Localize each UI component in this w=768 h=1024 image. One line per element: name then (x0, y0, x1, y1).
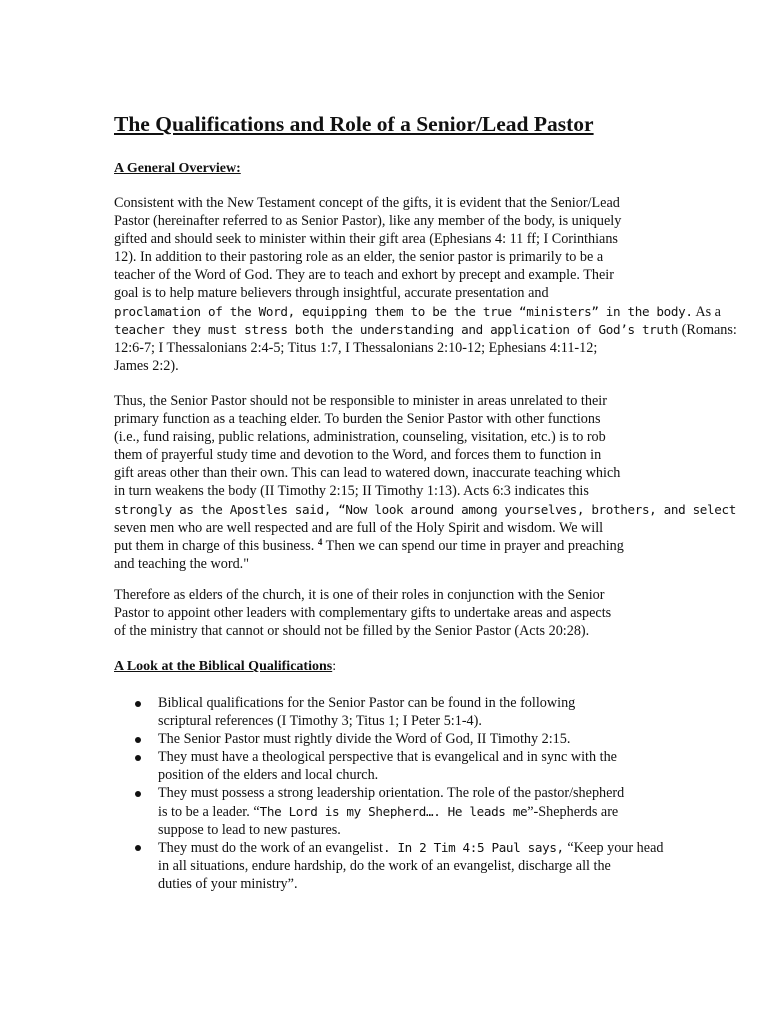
general-overview-heading-text: A General Overview: (114, 161, 241, 176)
text-line: 12:6-7; I Thessalonians 2:4-5; Titus 1:7, I Thessalonians 2:10-12; Ephesians 4:11-12; (114, 339, 598, 356)
list-item (114, 748, 674, 784)
text-line: Therefore as elders of the church, it is one of their roles in conjunction with the Senior (114, 587, 605, 603)
text-line: Pastor (hereinafter referred to as Senior Pastor), like any member of the body, is uniquely (114, 213, 622, 230)
text-line: Consistent with the New Testament concept of the gifts, it is evident that the Senior/Lead (114, 195, 620, 211)
text-line: primary function as a teaching elder. To burden the Senior Pastor with other functions (114, 411, 601, 428)
text-line (114, 303, 721, 321)
text-line (114, 321, 737, 339)
text-segment: They must do the work of an evangelist (158, 839, 383, 856)
mono-text: proclamation of the Word, equipping them to be the true “ministers” in the body. (114, 303, 693, 319)
bullet-icon (135, 791, 141, 797)
list-item (114, 730, 674, 748)
text-line: position of the elders and local church. (158, 767, 379, 784)
bullet-icon (135, 845, 141, 851)
text-segment: (Romans: (678, 321, 737, 338)
text-line: seven men who are well respected and are full of the Holy Spirit and wisdom. We will (114, 519, 604, 536)
text-line (158, 839, 674, 857)
biblical-qualifications-heading (114, 658, 514, 676)
text-line (158, 803, 674, 821)
text-line: They must have a theological perspective that is evangelical and in sync with the (158, 749, 617, 766)
biblical-qualifications-heading-text: A Look at the Biblical Qualifications (114, 659, 333, 674)
text-line: They must possess a strong leadership orientation. The role of the pastor/shepherd (158, 785, 625, 802)
bullet-icon (135, 701, 141, 707)
text-segment: “Keep your head (563, 839, 664, 856)
text-segment: Then we can spend our time in prayer and preaching (322, 537, 624, 554)
text-segment: ”-Shepherds are (527, 803, 619, 820)
text-line: and teaching the word." (114, 555, 250, 572)
text-line (114, 501, 736, 519)
text-line: of the ministry that cannot or should not be filled by the Senior Pastor (Acts 20:28). (114, 623, 590, 640)
overview-paragraph-2 (114, 392, 736, 573)
text-line: suppose to lead to new pastures. (158, 821, 341, 838)
text-line: The Senior Pastor must rightly divide the Word of God, II Timothy 2:15. (158, 731, 571, 748)
text-line: scriptural references (I Timothy 3; Titus 1; I Peter 5:1-4). (158, 713, 482, 730)
text-line: Pastor to appoint other leaders with complementary gifts to undertake areas and aspects (114, 605, 612, 622)
text-line: teacher of the Word of God. They are to teach and exhort by precept and example. Their (114, 267, 614, 284)
bullet-icon (135, 755, 141, 761)
text-segment: put them in charge of this business. (114, 537, 315, 554)
mono-text: . In 2 Tim 4:5 Paul says, (382, 839, 564, 855)
overview-paragraph-3 (114, 586, 660, 640)
list-item (114, 784, 674, 838)
text-line: gifted and should seek to minister within their gift area (Ephesians 4: 11 ff; I Corinthians (114, 231, 618, 248)
mono-text: strongly as the Apostles said, “Now look around among yourselves, brothers, and select (114, 501, 736, 517)
text-line: them of prayerful study time and devotion to the Word, and forces them to function in (114, 447, 602, 464)
text-line: (i.e., fund raising, public relations, administration, counseling, visitation, etc.) is to rob (114, 429, 606, 446)
list-item (114, 839, 674, 893)
general-overview-heading (114, 160, 514, 178)
list-item (114, 694, 674, 730)
qualifications-list (114, 694, 674, 893)
text-line: James 2:2). (114, 357, 179, 374)
document-title: The Qualifications and Role of a Senior/Lead Pastor (114, 112, 594, 136)
text-segment: is to be a leader. “ (158, 803, 260, 820)
mono-text: teacher they must stress both the understanding and application of God’s truth (114, 321, 679, 337)
verse-number: 4 (317, 536, 323, 547)
text-line: goal is to help mature believers through insightful, accurate presentation and (114, 285, 549, 302)
bullet-icon (135, 737, 141, 743)
text-segment: As a (692, 303, 721, 320)
text-line: in turn weakens the body (II Timothy 2:15; II Timothy 1:13). Acts 6:3 indicates this (114, 483, 589, 500)
heading-colon: : (332, 659, 337, 674)
text-line (114, 537, 660, 555)
text-line: duties of your ministry”. (158, 875, 298, 892)
text-line: Biblical qualifications for the Senior Pastor can be found in the following (158, 695, 576, 711)
mono-text: The Lord is my Shepherd…. He leads me (259, 803, 528, 819)
text-line: Thus, the Senior Pastor should not be responsible to minister in areas unrelated to their (114, 393, 607, 409)
text-line: in all situations, endure hardship, do the work of an evangelist, discharge all the (158, 857, 611, 874)
overview-paragraph-1 (114, 194, 737, 375)
text-line: 12). In addition to their pastoring role as an elder, the senior pastor is primarily to be a (114, 249, 604, 266)
text-line: gift areas other than their own. This can lead to watered down, inaccurate teaching which (114, 465, 621, 482)
